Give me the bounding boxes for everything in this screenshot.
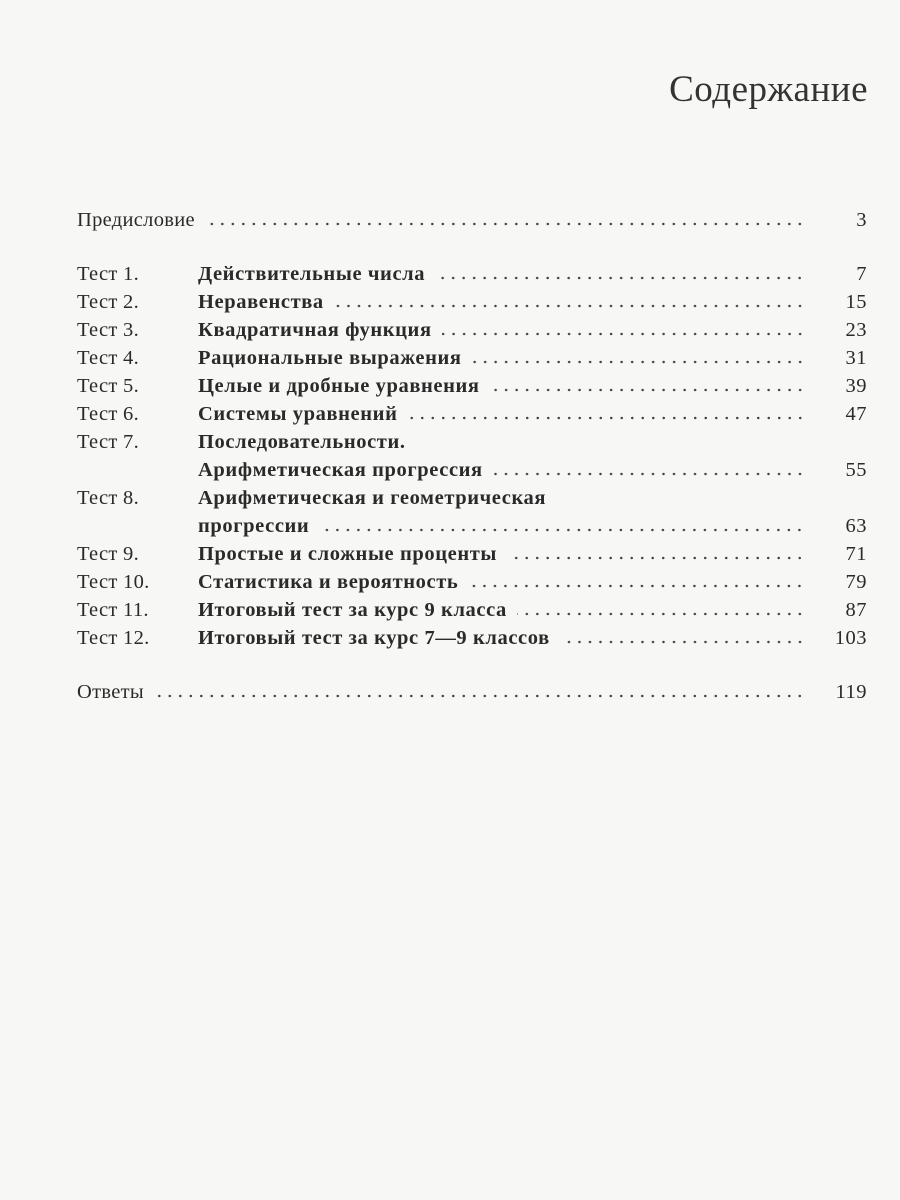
toc-entry-title: прогрессии: [198, 515, 310, 537]
toc-page-number: 79: [845, 571, 867, 593]
toc-entry-title: Действительные числа: [198, 263, 426, 285]
toc-entry-title: Простые и сложные проценты: [198, 543, 498, 565]
toc-page-number: 87: [845, 599, 867, 621]
toc-page-number: 23: [845, 319, 867, 341]
toc-entry-label: Тест 10.: [77, 571, 150, 593]
toc-entry-label: Тест 6.: [77, 403, 140, 425]
toc-entry-title: Рациональные выражения: [198, 347, 462, 369]
toc-entry-test-7[interactable]: [77, 456, 867, 484]
toc-page-number: 63: [845, 515, 867, 537]
toc-entry-test-7[interactable]: [77, 428, 867, 456]
toc-page-number: 31: [845, 347, 867, 369]
toc-entry-title: Квадратичная функция: [198, 319, 432, 341]
toc-entry-title: Ответы: [77, 681, 144, 703]
toc-entry-label: Тест 1.: [77, 263, 140, 285]
toc-entry-title: Предисловие: [77, 209, 195, 231]
toc-entry-title: Арифметическая прогрессия: [198, 459, 483, 481]
toc-page-number: 47: [845, 403, 867, 425]
dot-leader: [472, 360, 805, 364]
toc-entry-test-10[interactable]: [77, 568, 867, 596]
toc-entry-label: Тест 4.: [77, 347, 140, 369]
dot-leader: [517, 612, 805, 616]
toc-entry-test-6[interactable]: [77, 400, 867, 428]
toc-entry-test-9[interactable]: [77, 540, 867, 568]
toc-entry-title: Системы уравнений: [198, 403, 398, 425]
toc-entry-label: Тест 5.: [77, 375, 140, 397]
toc-entry-preface[interactable]: [77, 206, 867, 234]
dot-leader: [493, 472, 805, 476]
toc-entry-label: Тест 2.: [77, 291, 140, 313]
dot-leader: [507, 556, 805, 560]
dot-leader: [560, 640, 805, 644]
toc-entry-answers[interactable]: [77, 678, 867, 706]
toc-entry-label: Тест 12.: [77, 627, 150, 649]
dot-leader: [154, 694, 805, 698]
toc-entry-title: Последовательности.: [198, 431, 406, 453]
toc-entry-title: Неравенства: [198, 291, 324, 313]
dot-leader: [334, 304, 805, 308]
toc-entry-test-8[interactable]: [77, 484, 867, 512]
toc-entry-title: Статистика и вероятность: [198, 571, 459, 593]
toc-entry-test-2[interactable]: [77, 288, 867, 316]
toc-page-number: 39: [845, 375, 867, 397]
toc-entry-test-11[interactable]: [77, 596, 867, 624]
dot-leader: [435, 276, 805, 280]
toc-entry-test-12[interactable]: [77, 624, 867, 652]
toc-entry-label: Тест 7.: [77, 431, 140, 453]
table-of-contents: [77, 206, 867, 706]
toc-entry-label: Тест 11.: [77, 599, 149, 621]
toc-tests: [77, 260, 867, 652]
toc-entry-title: Итоговый тест за курс 9 класса: [198, 599, 507, 621]
dot-leader: [442, 332, 805, 336]
toc-page-number: 103: [834, 627, 867, 649]
toc-entry-test-1[interactable]: [77, 260, 867, 288]
toc-entry-title: Итоговый тест за курс 7—9 классов: [198, 627, 550, 649]
dot-leader: [490, 388, 805, 392]
toc-entry-test-5[interactable]: [77, 372, 867, 400]
dot-leader: [468, 584, 805, 588]
dot-leader: [319, 528, 805, 532]
page-title: Содержание: [669, 69, 868, 110]
toc-entry-test-8[interactable]: [77, 512, 867, 540]
toc-entry-label: Тест 3.: [77, 319, 140, 341]
toc-entry-test-3[interactable]: [77, 316, 867, 344]
toc-entry-title: Целые и дробные уравнения: [198, 375, 480, 397]
dot-leader: [205, 222, 805, 226]
toc-page-number: 3: [856, 209, 867, 231]
toc-page-number: 119: [835, 681, 867, 703]
toc-entry-label: Тест 9.: [77, 543, 140, 565]
toc-entry-title: Арифметическая и геометрическая: [198, 487, 547, 509]
toc-entry-test-4[interactable]: [77, 344, 867, 372]
toc-page-number: 55: [845, 459, 867, 481]
toc-entry-label: Тест 8.: [77, 487, 140, 509]
toc-page-number: 71: [845, 543, 867, 565]
dot-leader: [408, 416, 806, 420]
toc-page-number: 15: [845, 291, 867, 313]
toc-page-number: 7: [856, 263, 867, 285]
